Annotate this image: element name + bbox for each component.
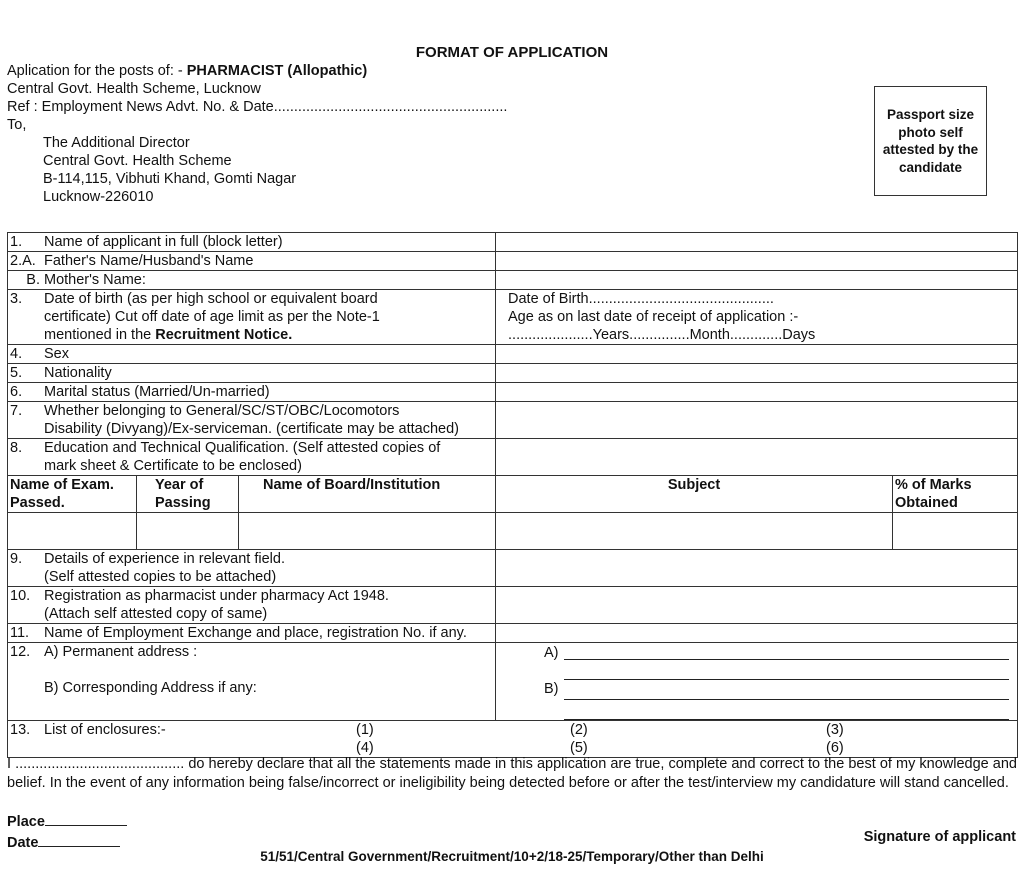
col-exam: Name of Exam. Passed. [8, 476, 137, 513]
sex-field[interactable] [496, 345, 1018, 364]
dob-field[interactable]: Date of Birth.............................................. Age as on last date of receipt of application :- .....................Years...............Month.............Days [496, 290, 1018, 345]
place-date-block [7, 811, 127, 852]
row-category: 7. Whether belonging to General/SC/ST/OBC/Locomotors Disability (Divyang)/Ex-serviceman. (certificate may be attached) [8, 402, 1018, 439]
registration-field[interactable] [496, 587, 1018, 624]
mother-name-field[interactable] [496, 271, 1018, 290]
education-header-row [8, 476, 1018, 513]
to-line: To, [7, 117, 27, 133]
name-field[interactable] [496, 233, 1018, 252]
date-field[interactable] [38, 832, 120, 847]
row-marital-status: 6. Marital status (Married/Un-married) [8, 383, 1018, 402]
enclosure-3[interactable]: (3) [826, 722, 844, 738]
row-enclosures: 13. List of enclosures:- (1) (2) (3) (4) (5) (6) [8, 721, 1018, 758]
enclosure-4[interactable]: (4) [356, 740, 374, 756]
category-field[interactable] [496, 402, 1018, 439]
col-marks: % of Marks Obtained [893, 476, 1018, 513]
enclosure-6[interactable]: (6) [826, 740, 844, 756]
col-subject: Subject [496, 476, 893, 513]
org-line: Central Govt. Health Scheme, Lucknow [7, 81, 261, 97]
ref-line: Ref : Employment News Advt. No. & Date.......................................................... [7, 99, 508, 115]
declaration-text: I .......................................... do hereby declare that all the statements made in this application are true, complete and correct to the best of my knowledge and belief. In the event of any information being false/incorrect or ineligibility being detected before or after the test/interview my candidature will stand cancelled. [7, 756, 1017, 791]
father-name-field[interactable] [496, 252, 1018, 271]
row-nationality: 5. Nationality [8, 364, 1018, 383]
marital-status-field[interactable] [496, 383, 1018, 402]
corresponding-address-line-2[interactable] [564, 703, 1009, 720]
signature-label: Signature of applicant [863, 829, 1016, 845]
address-line: The Additional Director [43, 135, 190, 151]
row-registration: 10. Registration as pharmacist under pharmacy Act 1948. (Attach self attested copy of same) [8, 587, 1018, 624]
address-line: B-114,115, Vibhuti Khand, Gomti Nagar [43, 171, 297, 187]
board-field[interactable] [239, 513, 496, 550]
enclosure-5[interactable]: (5) [570, 740, 588, 756]
year-field[interactable] [137, 513, 239, 550]
col-year: Year of Passing [137, 476, 239, 513]
exam-field[interactable] [8, 513, 137, 550]
place-field[interactable] [45, 811, 127, 826]
post-line: Aplication for the posts of: - PHARMACIST (Allopathic) [7, 63, 368, 79]
place-label: Place [7, 814, 45, 830]
experience-field[interactable] [496, 550, 1018, 587]
row-employment-exchange: 11. Name of Employment Exchange and place, registration No. if any. [8, 624, 1018, 643]
employment-exchange-field[interactable] [496, 624, 1018, 643]
row-father-name: 2.A. Father's Name/Husband's Name [8, 252, 1018, 271]
subject-field[interactable] [496, 513, 893, 550]
education-entry-row [8, 513, 1018, 550]
row-name: 1. Name of applicant in full (block letter) [8, 233, 1018, 252]
date-label: Date [7, 834, 39, 851]
row-address: 12. A) Permanent address : B) Corresponding Address if any: A) B) [8, 643, 1018, 721]
row-education: 8. Education and Technical Qualification. (Self attested copies of mark sheet & Certificate to be enclosed) [8, 439, 1018, 476]
permanent-address-line-2[interactable] [564, 663, 1009, 680]
application-form-table [7, 232, 1018, 758]
col-board: Name of Board/Institution [239, 476, 496, 513]
row-mother-name: B. Mother's Name: [8, 271, 1018, 290]
footer-code: 51/51/Central Government/Recruitment/10+2/18-25/Temporary/Other than Delhi [260, 849, 764, 864]
page-title: FORMAT OF APPLICATION [415, 44, 609, 61]
enclosure-1[interactable]: (1) [356, 722, 374, 738]
post-name: PHARMACIST (Allopathic) [186, 63, 368, 79]
photo-box[interactable]: Passport size photo self attested by the candidate [874, 86, 987, 196]
address-line: Central Govt. Health Scheme [43, 153, 232, 169]
marks-field[interactable] [893, 513, 1018, 550]
enclosure-2[interactable]: (2) [570, 722, 588, 738]
row-experience: 9. Details of experience in relevant field. (Self attested copies to be attached) [8, 550, 1018, 587]
row-dob: 3. Date of birth (as per high school or equivalent board certificate) Cut off date of age limit as per the Note-1 mentioned in the Recruitment Notice. Date of Birth.............................................. Age as on last date of receipt of application :- .....................Years...............Month.............Days [8, 290, 1018, 345]
row-sex: 4. Sex [8, 345, 1018, 364]
corresponding-address-line-1[interactable] [564, 683, 1009, 700]
address-line: Lucknow-226010 [43, 189, 154, 205]
nationality-field[interactable] [496, 364, 1018, 383]
application-header [7, 62, 507, 206]
permanent-address-line-1[interactable] [564, 643, 1009, 660]
